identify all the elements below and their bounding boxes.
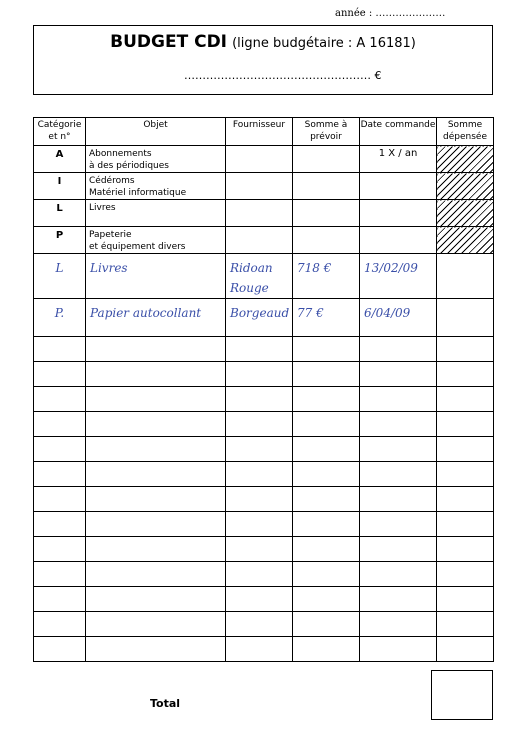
empty-cell[interactable] [226, 412, 293, 437]
empty-cell[interactable] [86, 537, 226, 562]
category-objet: Papeterie et équipement divers [86, 227, 226, 254]
budget-header-box [33, 25, 493, 95]
col-header-somme-depensee: Somme dépensée [437, 118, 494, 146]
entry-fournisseur[interactable]: Borgeaud [226, 299, 293, 337]
empty-cell[interactable] [34, 587, 86, 612]
empty-cell[interactable] [226, 537, 293, 562]
empty-cell[interactable] [226, 562, 293, 587]
empty-cell[interactable] [226, 362, 293, 387]
empty-cell[interactable] [34, 487, 86, 512]
entry-date[interactable]: 6/04/09 [360, 299, 437, 337]
empty-cell[interactable] [86, 562, 226, 587]
col-header-categorie: Catégorie et n° [34, 118, 86, 146]
empty-cell[interactable] [360, 637, 437, 662]
cell-date[interactable] [360, 173, 437, 200]
empty-cell[interactable] [360, 337, 437, 362]
empty-cell[interactable] [293, 412, 360, 437]
cell-date[interactable] [360, 200, 437, 227]
cell-somme[interactable] [293, 146, 360, 173]
empty-cell[interactable] [437, 487, 494, 512]
hatched-cell [437, 227, 494, 254]
empty-cell[interactable] [360, 412, 437, 437]
empty-cell[interactable] [437, 412, 494, 437]
empty-table-row [34, 537, 494, 562]
category-objet: Cédéroms Matériel informatique [86, 173, 226, 200]
empty-cell[interactable] [34, 562, 86, 587]
empty-cell[interactable] [293, 537, 360, 562]
empty-cell[interactable] [437, 637, 494, 662]
empty-table-row [34, 362, 494, 387]
empty-cell[interactable] [360, 537, 437, 562]
empty-cell[interactable] [86, 412, 226, 437]
empty-cell[interactable] [226, 337, 293, 362]
category-row [34, 227, 494, 254]
empty-cell[interactable] [293, 437, 360, 462]
empty-cell[interactable] [86, 637, 226, 662]
empty-cell[interactable] [34, 537, 86, 562]
annee-field: année : ………………… [335, 8, 446, 19]
empty-cell[interactable] [437, 462, 494, 487]
category-row [34, 146, 494, 173]
table-row [34, 299, 494, 337]
col-header-objet: Objet [86, 118, 226, 146]
entry-objet[interactable]: Livres [86, 254, 226, 299]
total-label: Total [150, 697, 181, 710]
empty-cell[interactable] [226, 637, 293, 662]
empty-cell[interactable] [293, 587, 360, 612]
empty-cell[interactable] [360, 462, 437, 487]
empty-cell[interactable] [86, 612, 226, 637]
empty-cell[interactable] [293, 637, 360, 662]
entry-somme[interactable]: 77 € [293, 299, 360, 337]
empty-cell[interactable] [226, 512, 293, 537]
empty-cell[interactable] [86, 487, 226, 512]
category-code: L [34, 200, 86, 227]
empty-cell[interactable] [226, 437, 293, 462]
col-header-fournisseur: Fournisseur [226, 118, 293, 146]
category-code: A [34, 146, 86, 173]
category-objet: Abonnements à des périodiques [86, 146, 226, 173]
total-box[interactable] [431, 670, 493, 720]
empty-table-row [34, 587, 494, 612]
empty-cell[interactable] [360, 362, 437, 387]
empty-cell[interactable] [226, 612, 293, 637]
hatched-cell [437, 200, 494, 227]
empty-cell[interactable] [293, 512, 360, 537]
empty-cell[interactable] [226, 587, 293, 612]
empty-cell[interactable] [293, 612, 360, 637]
empty-cell[interactable] [34, 637, 86, 662]
empty-cell[interactable] [437, 562, 494, 587]
empty-cell[interactable] [360, 512, 437, 537]
empty-cell[interactable] [437, 587, 494, 612]
entry-depense[interactable] [437, 299, 494, 337]
empty-cell[interactable] [86, 512, 226, 537]
col-header-date-commande: Date commande [360, 118, 437, 146]
empty-cell[interactable] [437, 612, 494, 637]
entry-objet[interactable]: Papier autocollant [86, 299, 226, 337]
empty-cell[interactable] [34, 612, 86, 637]
empty-cell[interactable] [437, 512, 494, 537]
empty-cell[interactable] [86, 462, 226, 487]
empty-table-row [34, 337, 494, 362]
empty-cell[interactable] [226, 387, 293, 412]
empty-cell[interactable] [86, 587, 226, 612]
cell-somme[interactable] [293, 227, 360, 254]
empty-cell[interactable] [360, 612, 437, 637]
col-header-somme-prevoir: Somme à prévoir [293, 118, 360, 146]
cell-fournisseur[interactable] [226, 146, 293, 173]
entry-depense[interactable] [437, 254, 494, 299]
entry-date[interactable]: 13/02/09 [360, 254, 437, 299]
budget-amount-line: …………………………………………… € [184, 69, 382, 82]
cell-somme[interactable] [293, 200, 360, 227]
empty-cell[interactable] [437, 537, 494, 562]
empty-cell[interactable] [360, 587, 437, 612]
empty-cell[interactable] [86, 362, 226, 387]
empty-table-row [34, 437, 494, 462]
empty-cell[interactable] [293, 337, 360, 362]
hatched-cell [437, 146, 494, 173]
empty-cell[interactable] [34, 337, 86, 362]
title-main: BUDGET CDI [110, 32, 228, 52]
empty-table-row [34, 487, 494, 512]
empty-cell[interactable] [437, 437, 494, 462]
page-title [34, 32, 492, 52]
table-row [34, 254, 494, 299]
empty-cell[interactable] [293, 462, 360, 487]
empty-cell[interactable] [360, 437, 437, 462]
category-code: P [34, 227, 86, 254]
empty-cell[interactable] [226, 462, 293, 487]
category-objet: Livres [86, 200, 226, 227]
empty-table-row [34, 612, 494, 637]
empty-cell[interactable] [34, 412, 86, 437]
category-code: I [34, 173, 86, 200]
entry-somme[interactable]: 718 € [293, 254, 360, 299]
empty-cell[interactable] [34, 512, 86, 537]
empty-cell[interactable] [437, 387, 494, 412]
empty-table-row [34, 512, 494, 537]
cell-fournisseur[interactable] [226, 173, 293, 200]
empty-cell[interactable] [437, 362, 494, 387]
budget-table [33, 117, 494, 662]
empty-cell[interactable] [360, 387, 437, 412]
empty-table-row [34, 387, 494, 412]
empty-table-row [34, 637, 494, 662]
category-row [34, 200, 494, 227]
empty-cell[interactable] [34, 387, 86, 412]
cell-date[interactable] [360, 227, 437, 254]
empty-cell[interactable] [293, 562, 360, 587]
cell-fournisseur[interactable] [226, 200, 293, 227]
empty-cell[interactable] [293, 387, 360, 412]
empty-cell[interactable] [86, 387, 226, 412]
empty-cell[interactable] [226, 487, 293, 512]
entry-category[interactable]: P. [34, 299, 86, 337]
empty-table-row [34, 412, 494, 437]
empty-table-row [34, 562, 494, 587]
cell-somme[interactable] [293, 173, 360, 200]
cell-fournisseur[interactable] [226, 227, 293, 254]
blank-rows [34, 337, 494, 662]
category-date: 1 X / an [360, 146, 437, 173]
entry-category[interactable]: L [34, 254, 86, 299]
category-row [34, 173, 494, 200]
empty-cell[interactable] [34, 362, 86, 387]
entry-fournisseur[interactable]: Ridoan Rouge [226, 254, 293, 299]
empty-cell[interactable] [360, 487, 437, 512]
empty-cell[interactable] [86, 337, 226, 362]
empty-cell[interactable] [293, 362, 360, 387]
empty-cell[interactable] [293, 487, 360, 512]
title-subtitle: (ligne budgétaire : A 16181) [232, 36, 416, 51]
empty-cell[interactable] [34, 462, 86, 487]
empty-cell[interactable] [86, 437, 226, 462]
empty-cell[interactable] [437, 337, 494, 362]
empty-cell[interactable] [34, 437, 86, 462]
empty-table-row [34, 462, 494, 487]
hatched-cell [437, 173, 494, 200]
empty-cell[interactable] [360, 562, 437, 587]
